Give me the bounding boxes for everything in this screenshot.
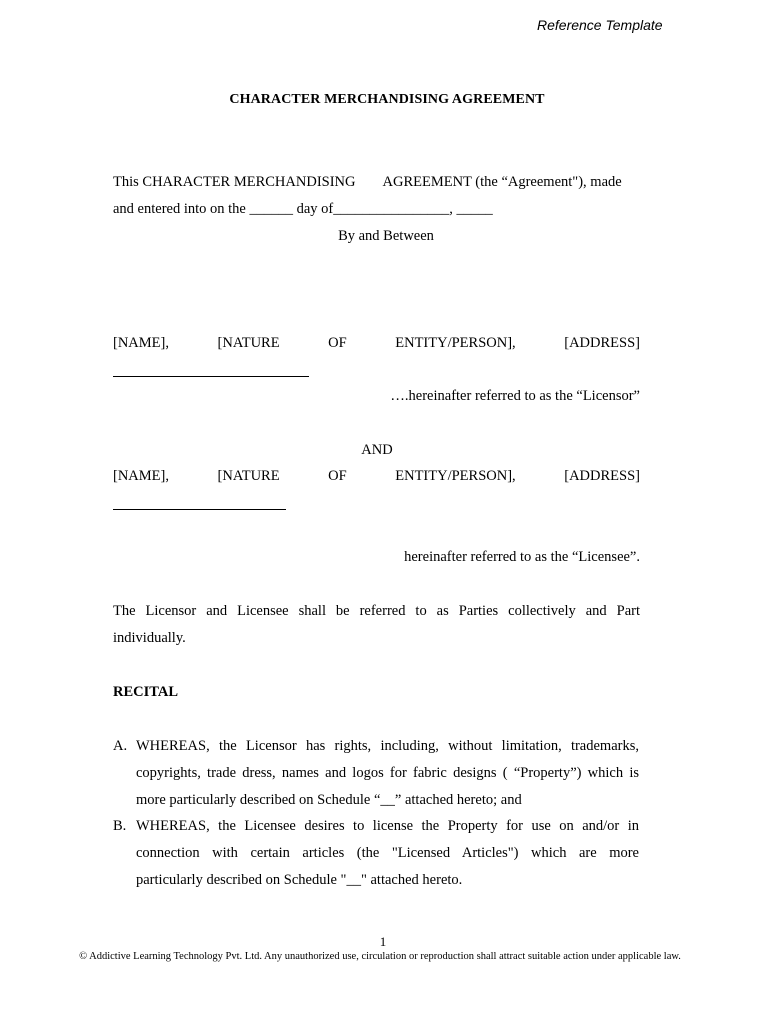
by-and-between: By and Between bbox=[338, 228, 434, 244]
recital-item-a-line-3: more particularly described on Schedule “__” attached hereto; and bbox=[136, 792, 522, 808]
party-1-name-field: [NAME], bbox=[113, 335, 169, 351]
party-1-nature-field: [NATURE bbox=[217, 335, 280, 351]
party-2-name-field: [NAME], bbox=[113, 468, 169, 484]
party-2-nature-field: [NATURE bbox=[217, 468, 280, 484]
recital-heading: RECITAL bbox=[113, 684, 178, 700]
intro-line-2: and entered into on the ______ day of________________, _____ bbox=[113, 201, 493, 217]
party-2-details bbox=[113, 468, 640, 485]
party-1-blank-line bbox=[113, 376, 309, 377]
party-2-entity-field: ENTITY/PERSON], bbox=[395, 468, 516, 484]
recital-item-a-line-2: copyrights, trade dress, names and logos for fabric designs ( “Property”) which is bbox=[136, 765, 639, 781]
party-1-details bbox=[113, 335, 640, 352]
party-2-of-word: OF bbox=[328, 468, 347, 484]
party-1-of-word: OF bbox=[328, 335, 347, 351]
recital-item-b-label: B. bbox=[113, 818, 127, 834]
page-number: 1 bbox=[379, 934, 387, 949]
party-2-address-field: [ADDRESS] bbox=[564, 468, 640, 484]
copyright-footer: © Addictive Learning Technology Pvt. Ltd. Any unauthorized use, circulation or reproduction shall attract suitable action under applicable law. bbox=[79, 951, 681, 962]
and-separator: AND bbox=[361, 442, 393, 458]
parties-clause-line-2: individually. bbox=[113, 630, 186, 646]
agreement-title: CHARACTER MERCHANDISING AGREEMENT bbox=[229, 92, 545, 107]
party-2-blank-line bbox=[113, 509, 286, 510]
recital-item-a-label: A. bbox=[113, 738, 128, 754]
intro-line-1-part-1: This CHARACTER MERCHANDISING bbox=[113, 174, 356, 190]
parties-clause-line-1: The Licensor and Licensee shall be referred to as Parties collectively and Part bbox=[113, 603, 640, 619]
intro-line-1-part-2: AGREEMENT (the “Agreement"), made bbox=[382, 174, 622, 190]
party-1-address-field: [ADDRESS] bbox=[564, 335, 640, 351]
recital-item-b-line-2: connection with certain articles (the "Licensed Articles") which are more bbox=[136, 845, 639, 861]
party-1-entity-field: ENTITY/PERSON], bbox=[395, 335, 516, 351]
recital-item-b-line-1: WHEREAS, the Licensee desires to license the Property for use on and/or in bbox=[136, 818, 639, 834]
intro-line-1 bbox=[113, 174, 622, 191]
reference-template-label: Reference Template bbox=[537, 17, 663, 33]
licensor-reference: ….hereinafter referred to as the “Licensor” bbox=[390, 388, 640, 404]
licensee-reference: hereinafter referred to as the “Licensee”. bbox=[404, 549, 640, 565]
recital-item-a-line-1: WHEREAS, the Licensor has rights, including, without limitation, trademarks, bbox=[136, 738, 639, 754]
recital-item-b-line-3: particularly described on Schedule "__" attached hereto. bbox=[136, 872, 463, 888]
